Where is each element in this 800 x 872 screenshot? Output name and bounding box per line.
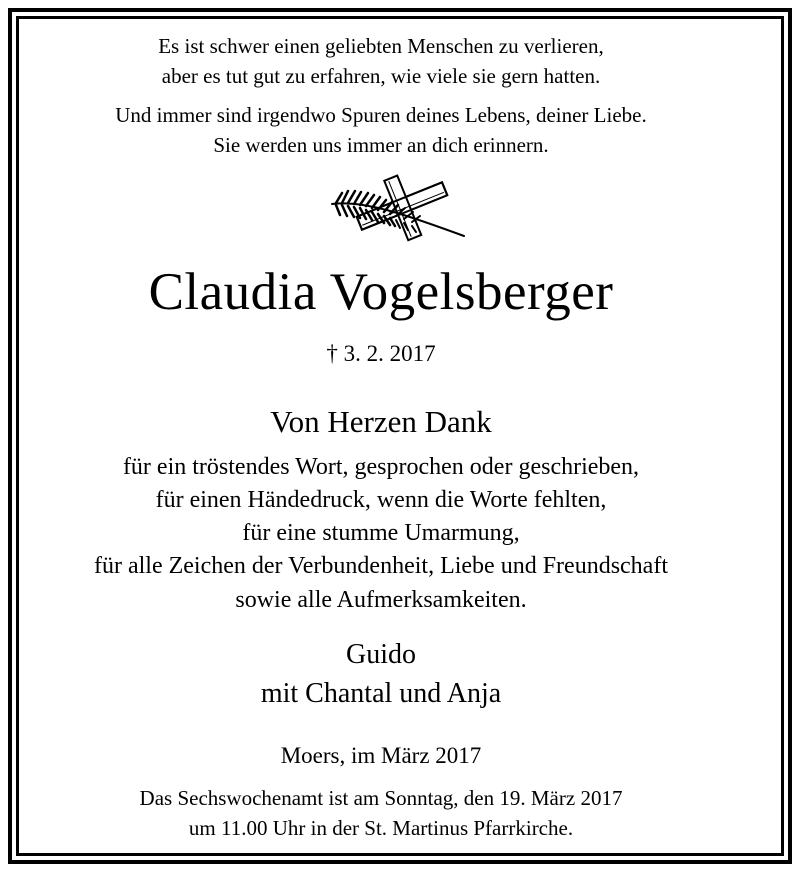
thanks-line: für alle Zeichen der Verbundenheit, Liebe und Freundschaft xyxy=(93,553,668,579)
thanks-line: für eine stumme Umarmung, xyxy=(242,520,520,546)
verse-line: Es ist schwer einen geliebten Menschen zu verlieren, xyxy=(158,34,604,58)
signature-name: Guido xyxy=(346,639,416,670)
thanks-heading: Von Herzen Dank xyxy=(270,404,492,439)
footer-line: um 11.00 Uhr in der St. Martinus Pfarrkirche. xyxy=(188,816,574,840)
verse-line: Sie werden uns immer an dich erinnern. xyxy=(213,133,549,157)
thanks-line: für einen Händedruck, wenn die Worte fehlten, xyxy=(155,487,607,513)
place-and-date: Moers, im März 2017 xyxy=(280,743,482,768)
death-date: † 3. 2. 2017 xyxy=(326,341,436,366)
verse-line: Und immer sind irgendwo Spuren deines Lebens, deiner Liebe. xyxy=(115,103,647,127)
signature-family: mit Chantal und Anja xyxy=(260,678,502,709)
cross-with-palm-icon xyxy=(324,170,474,250)
deceased-name: Claudia Vogelsberger xyxy=(148,263,614,321)
thanks-line: sowie alle Aufmerksamkeiten. xyxy=(235,587,527,613)
footer-line: Das Sechswochenamt ist am Sonntag, den 19. März 2017 xyxy=(139,786,623,810)
verse-line: aber es tut gut zu erfahren, wie viele sie gern hatten. xyxy=(161,64,601,88)
thanks-line: für ein tröstendes Wort, gesprochen oder geschrieben, xyxy=(122,454,640,480)
